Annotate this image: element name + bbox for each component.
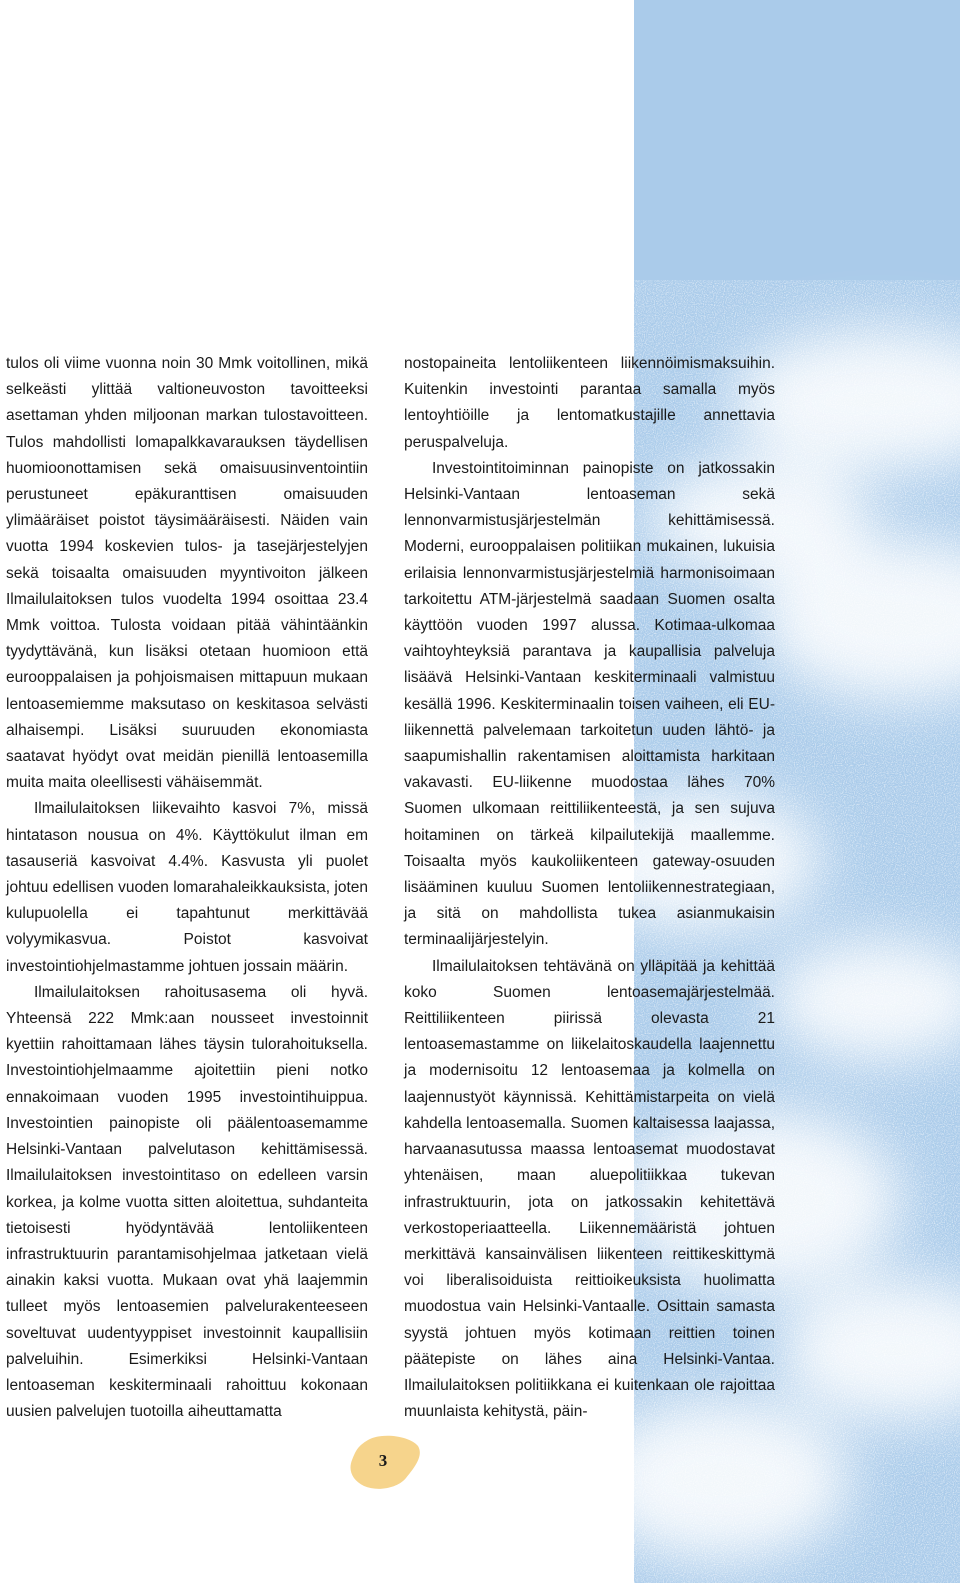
- left-text-column: [6, 351, 368, 1425]
- body-paragraph: nostopaineita lentoliikenteen liikennöimismaksuihin. Kuitenkin investointi parantaa samalla myös lentoyhtiöille ja lentomatkustajille annettavia peruspalveluja.: [404, 355, 775, 451]
- body-paragraph: Ilmailulaitoksen rahoitusasema oli hyvä. Yhteensä 222 Mmk:aan nousseet investoinnit kyettiin rahoittamaan lähes täysin tulorahoituksella. Investointiohjelmaamme ajoitettiin pieni notko ennakoimaan vuoden 1995 investointihuippua. Investointien painopiste oli päälentoasemamme Helsinki-Vantaan palvelutason kehittämisessä. Ilmailulaitoksen investointitaso on edelleen varsin korkea, ja kolme vuotta sitten aloitettua, suhdanteita tietoisesti hyödyntävää lentoliikenteen infrastruktuurin parantamisohjelmaa jatketaan vielä ainakin kaksi vuotta. Mukaan ovat yhä laajemmin tulleet myös lentoasemien palvelurakenteeseen soveltuvat uudentyyppiset investoinnit kaupallisiin palveluihin. Esimerkiksi Helsinki-Vantaan lentoaseman keskiterminaali rahoittuu kokonaan uusien palvelujen tuotoilla aiheuttamatta: [6, 983, 368, 1421]
- body-paragraph: tulos oli viime vuonna noin 30 Mmk voitollinen, mikä selkeästi ylittää valtioneuvoston tavoitteeksi asettaman yhden miljoonan markan tulostavoitteen. Tulos mahdollisti lomapalkkavarauksen täydellisen huomioonottamisen sekä omaisuusinventointiin perustuneet epäkuranttisen omaisuuden ylimääräiset poistot täysimääräisesti. Näiden vain vuotta 1994 koskevien tulos- ja tasejärjestelyjen sekä toisaalta omaisuuden myyntivoiton jälkeen Ilmailulaitoksen tulos vuodelta 1994 osoittaa 23.4 Mmk voittoa. Tulosta voidaan pitää vähintäänkin tyydyttävänä, kun lisäksi otetaan huomioon että eurooppalaisen ja pohjoismaisen mittapuun mukaan lentoasemiemme maksutaso on keskitasoa selvästi alhaisempi. Lisäksi suuruuden ekonomiasta saatavat hyödyt ovat meidän pienillä lentoasemilla muita maita oleellisesti vähäisemmät.: [6, 355, 368, 792]
- body-paragraph: Ilmailulaitoksen liikevaihto kasvoi 7%, missä hintatason nousua on 4%. Käyttökulut ilman em tasauseriä kasvoivat 4.4%. Kasvusta yli puolet johtuu edellisen vuoden lomarahaleikkauksista, joten kulupuolella ei tapahtunut merkittävää volyymikasvua. Poistot kasvoivat investointiohjelmastamme johtuen jossain määrin.: [6, 800, 368, 975]
- body-paragraph: Investointitoiminnan painopiste on jatkossakin Helsinki-Vantaan lentoaseman sekä lennonvarmistusjärjestelmän kehittämisessä. Moderni, eurooppalaisen politiikan mukainen, lukuisia erilaisia lennonvarmistusjärjestelmiä harmonisoimaan tarkoitettu ATM-järjestelmä saadaan Suomen osalta käyttöön vuoden 1997 alussa. Kotimaa-ulkomaa vaihtoyhteyksiä parantava ja kaupallisia palveluja lisäävä Helsinki-Vantaan keskiterminaali valmistuu kesällä 1996. Keskiterminaalin toisen vaiheen, eli EU-liikennettä palvelemaan tarkoitetun uuden lähtö- ja saapumishallin rakentamisen aloittamista harkitaan vakavasti. EU-liikenne muodostaa lähes 70% Suomen ulkomaan reittiliikenteestä, ja sen sujuva hoitaminen on tärkeä kilpailutekijä maallemme. Toisaalta myös kaukoliikenteen gateway-osuuden lisääminen kuuluu Suomen lentoliikennestrategiaan, ja sitä on mahdollista tukea asianmukaisin terminaalijärjestelyin.: [404, 459, 775, 949]
- right-text-column: [404, 351, 775, 1425]
- body-paragraph: Ilmailulaitoksen tehtävänä on ylläpitää ja kehittää koko Suomen lentoasemajärjestelmää. Reittiliikenteen piirissä olevasta 21 lentoasemastamme on liikelaitoskaudella laajennettu ja modernisoitu 12 lentoasemaa ja kolmella on laajennustyöt käynnissä. Kehittämistarpeita on vielä kahdella lentoasemalla. Suomen kaltaisessa laajassa, harvaanasutussa maassa lentoasemat muodostavat yhtenäisen, maan aluepolitiikkaa tukevan infrastruktuurin, jota on jatkossakin kehitettävä verkostoperiaatteella. Liikennemääristä johtuen merkittävä kansainvälisen liikenteen reittikeskittymä voi liberalisoiduista reittioikeuksista huolimatta muodostua vain Helsinki-Vantaalle. Osittain samasta syystä johtuen myös kotimaan reittien toinen päätepiste on lähes aina Helsinki-Vantaa. Ilmailulaitoksen politiikkana ei kuitenkaan ole rajoittaa muunlaista kehitystä, päin-: [404, 957, 775, 1421]
- page-number-badge: [348, 1434, 422, 1492]
- page-number: 3: [378, 1451, 388, 1470]
